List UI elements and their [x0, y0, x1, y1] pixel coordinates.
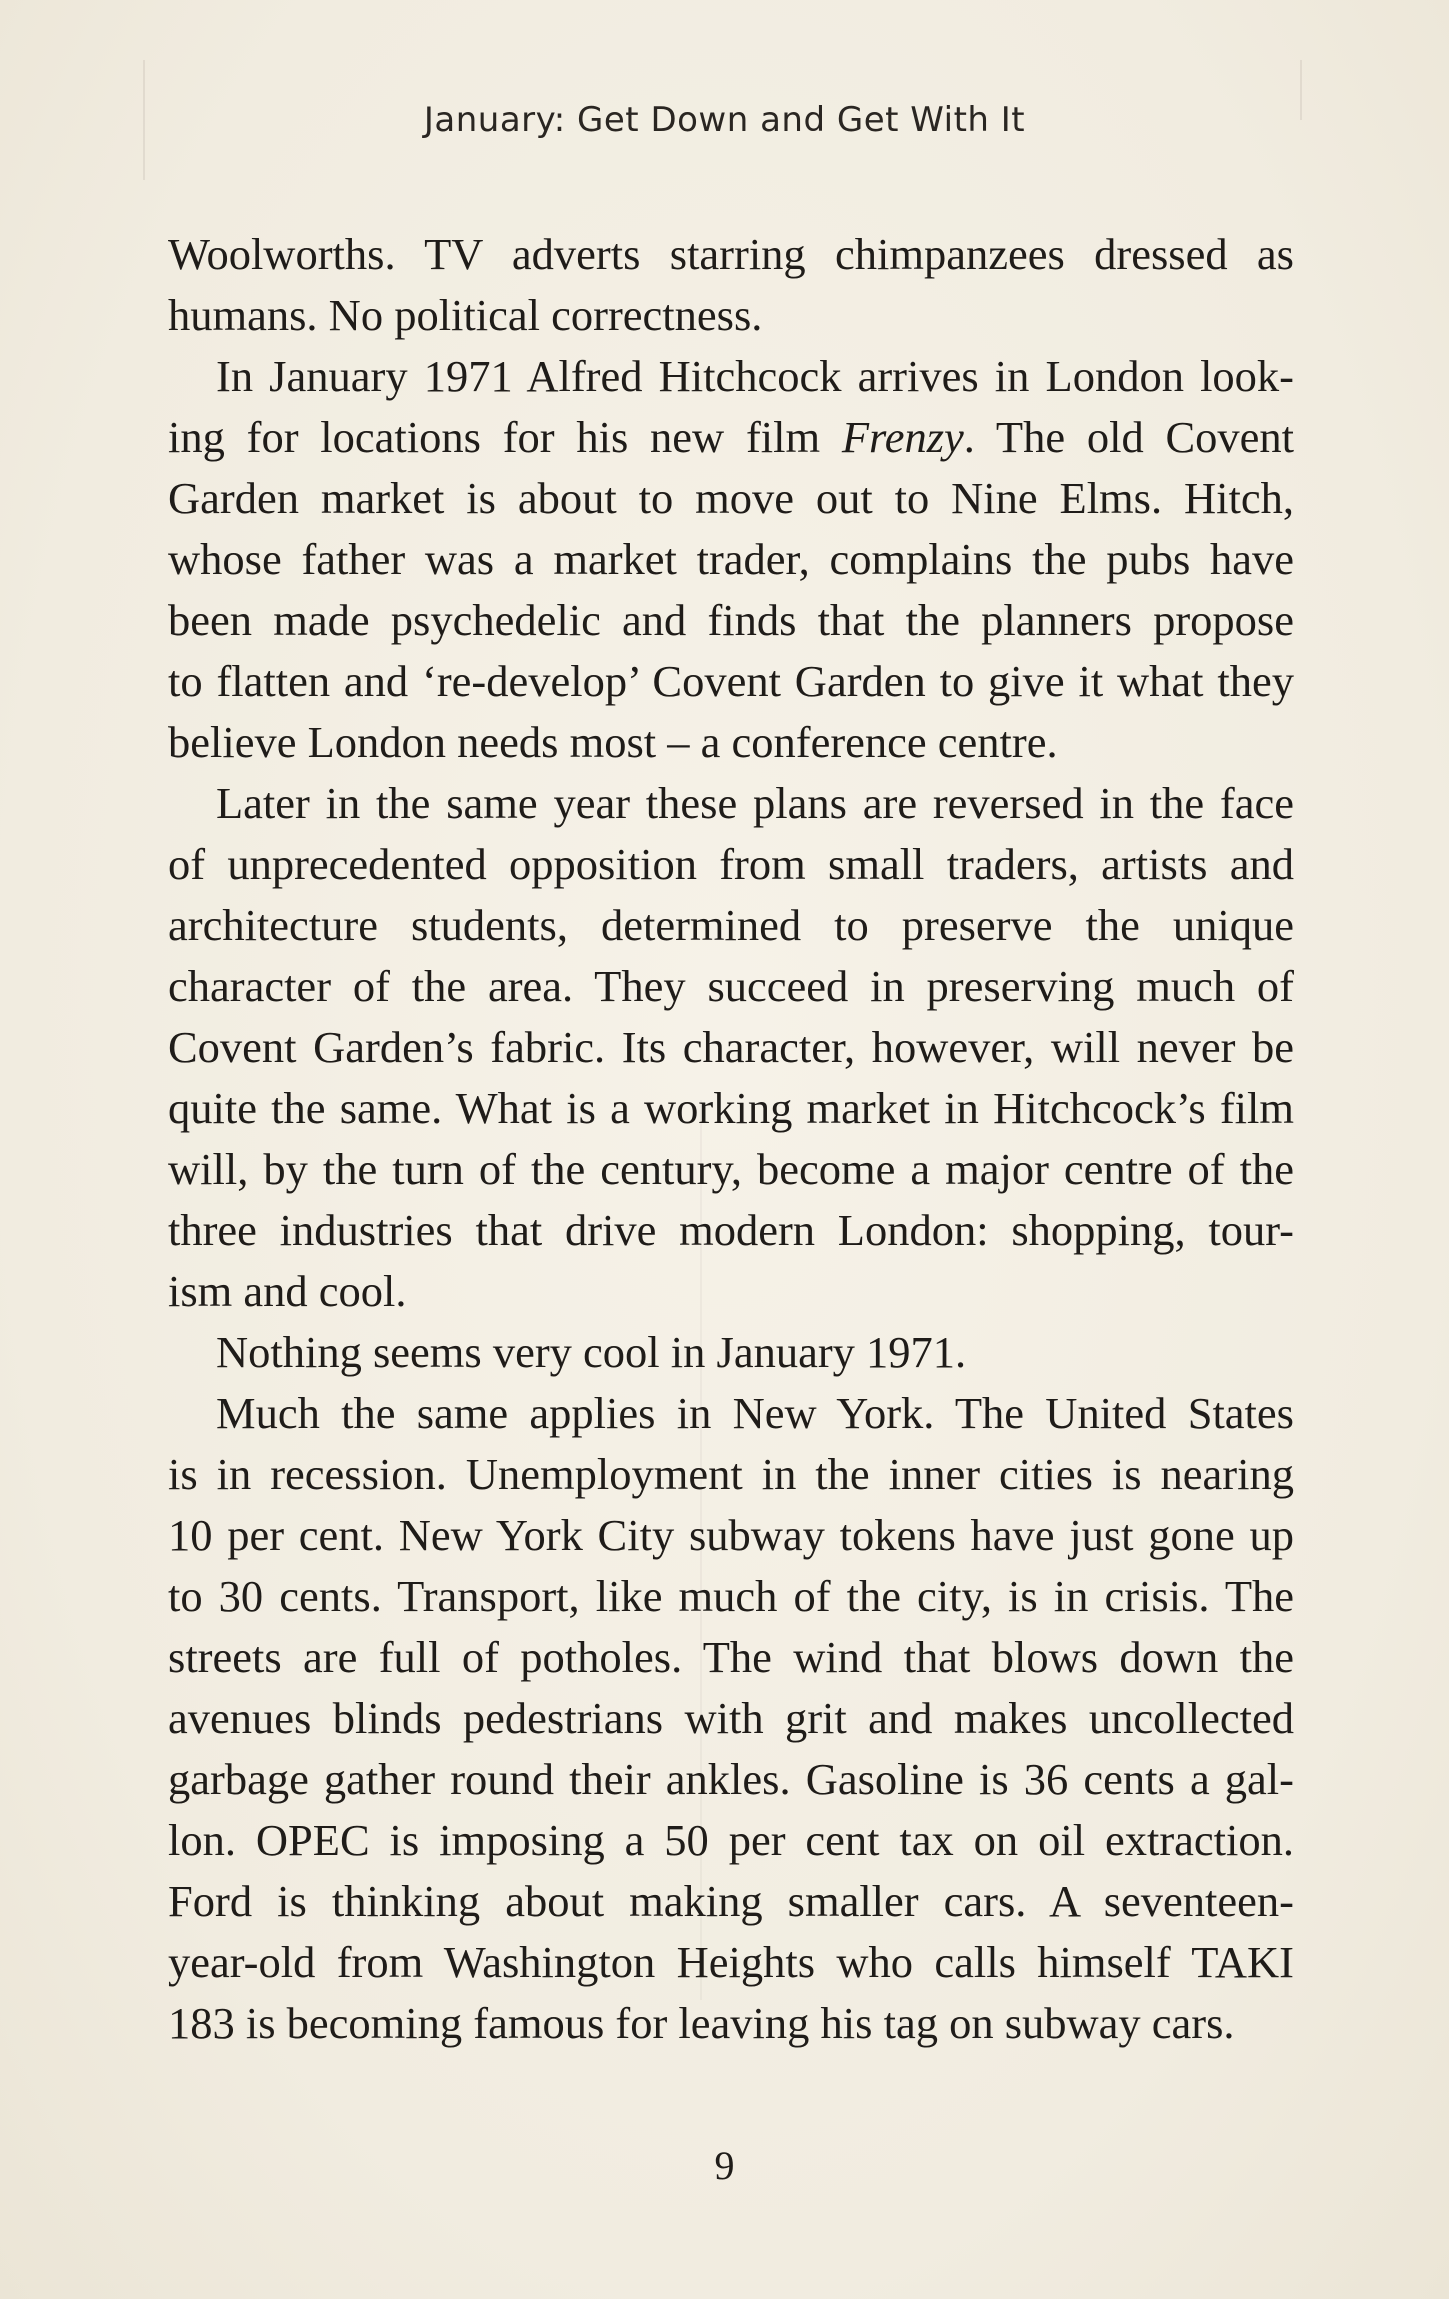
- text-line: Garden market is about to move out to Nine Elms. Hitch,: [168, 473, 1294, 523]
- text-line: streets are full of potholes. The wind that blows down the: [168, 1632, 1294, 1682]
- text-line: ism and cool.: [168, 1266, 407, 1316]
- text-line: been made psychedelic and finds that the planners propose: [168, 595, 1294, 645]
- page-number: 9: [714, 2143, 735, 2188]
- text-line: ing for locations for his new film Frenzy. The old Covent: [168, 412, 1294, 462]
- text-line: Woolworths. TV adverts starring chimpanzees dressed as: [168, 229, 1294, 279]
- text-line: Ford is thinking about making smaller cars. A seventeen-: [168, 1876, 1294, 1926]
- text-line: In January 1971 Alfred Hitchcock arrives in London look-: [216, 351, 1294, 401]
- text-line: to flatten and ‘re-develop’ Covent Garden to give it what they: [168, 656, 1294, 706]
- text-line: humans. No political correctness.: [168, 290, 763, 340]
- text-line: year-old from Washington Heights who calls himself TAKI: [168, 1937, 1294, 1987]
- text-line: is in recession. Unemployment in the inner cities is nearing: [168, 1449, 1294, 1499]
- text-line: Much the same applies in New York. The United States: [216, 1388, 1294, 1438]
- text-line: lon. OPEC is imposing a 50 per cent tax on oil extraction.: [168, 1815, 1294, 1865]
- text-line: Nothing seems very cool in January 1971.: [216, 1327, 967, 1377]
- text-line: 10 per cent. New York City subway tokens have just gone up: [168, 1510, 1294, 1560]
- text-line: garbage gather round their ankles. Gasoline is 36 cents a gal-: [168, 1754, 1294, 1804]
- text-line: 183 is becoming famous for leaving his tag on subway cars.: [168, 1998, 1235, 2048]
- text-line: to 30 cents. Transport, like much of the city, is in crisis. The: [168, 1571, 1294, 1621]
- text-line: architecture students, determined to preserve the unique: [168, 900, 1294, 950]
- text-line: character of the area. They succeed in preserving much of: [168, 961, 1294, 1011]
- running-head: January: Get Down and Get With It: [423, 100, 1026, 140]
- text-line: of unprecedented opposition from small traders, artists and: [168, 839, 1294, 889]
- text-line: Later in the same year these plans are reversed in the face: [216, 778, 1294, 828]
- text-line: three industries that drive modern London: shopping, tour-: [168, 1205, 1294, 1255]
- text-line: avenues blinds pedestrians with grit and makes uncollected: [168, 1693, 1294, 1743]
- text-line: whose father was a market trader, complains the pubs have: [168, 534, 1294, 584]
- text-line: quite the same. What is a working market in Hitchcock’s film: [168, 1083, 1294, 1133]
- text-line: Covent Garden’s fabric. Its character, however, will never be: [168, 1022, 1294, 1072]
- body-text: [168, 224, 1294, 2054]
- text-line: will, by the turn of the century, become a major centre of the: [168, 1144, 1294, 1194]
- text-line: believe London needs most – a conference centre.: [168, 717, 1058, 767]
